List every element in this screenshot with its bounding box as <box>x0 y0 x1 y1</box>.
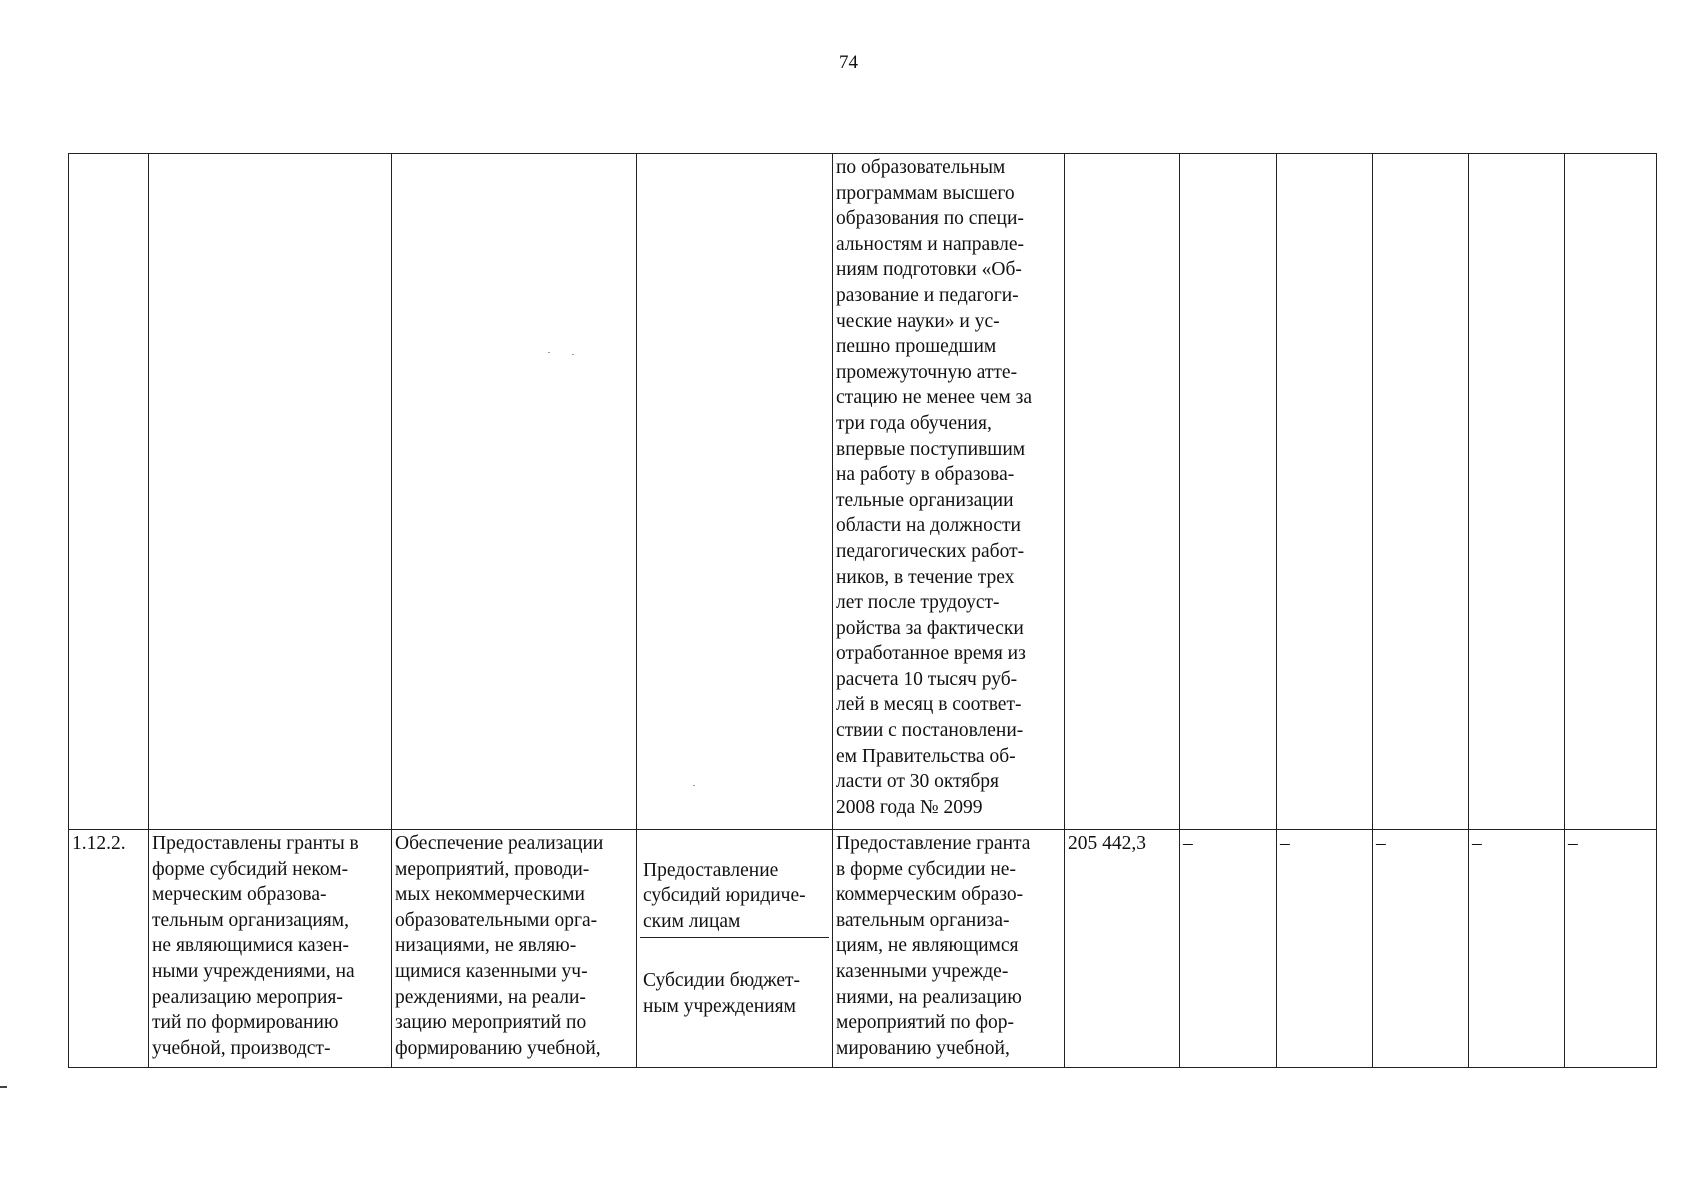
cell-year-1: – <box>1180 830 1277 1068</box>
cell-year-3 <box>1373 154 1469 830</box>
cell-measure <box>392 154 637 830</box>
cell-expense-type <box>637 830 833 1068</box>
cell-item-number: 1.12.2. <box>69 830 149 1068</box>
cell-year-4: – <box>1469 830 1565 1068</box>
cell-amount <box>1065 154 1180 830</box>
cell-year-1 <box>1180 154 1277 830</box>
cell-item-number <box>69 154 149 830</box>
scan-edge-mark <box>0 1086 7 1088</box>
cell-year-3: – <box>1373 830 1469 1068</box>
cell-expense-type <box>637 154 833 830</box>
cell-result <box>149 154 392 830</box>
cell-year-2: – <box>1277 830 1373 1068</box>
table-row-continuation <box>69 154 1657 830</box>
cell-year-5: – <box>1565 830 1657 1068</box>
cell-result: Предоставлены гранты в форме субсидий неком- мерческим образова- тельным организациям, не являющимися казен- ными учреждениями, на реализацию мероприя- тий по формированию учебной, производст- <box>149 830 392 1068</box>
program-measures-table <box>68 153 1657 1068</box>
cell-year-4 <box>1469 154 1565 830</box>
page-number: 74 <box>839 52 858 73</box>
table-row-1-12-2 <box>69 830 1657 1068</box>
scan-speck <box>693 785 695 786</box>
cell-description: по образовательным программам высшего образования по специ- альностям и направле- ниям подготовки «Об- разование и педагоги- ческие науки» и ус- пешно прошедшим промежуточную атте- стацию не менее чем за три года обучения, впервые поступившим на работу в образова- тельные организации области на должности педагогических работ- ников, в течение трех лет после трудоуст- ройства за фактически отработанное время из расчета 10 тысяч руб- лей в месяц в соответ- ствии с постановлени- ем Правительства об- ласти от 30 октября 2008 года № 2099 <box>833 154 1065 830</box>
cell-description: Предоставление гранта в форме субсидии не- коммерческим образо- вательным организа- циям, не являющимся казенными учрежде- ниями, на реализацию мероприятий по фор- мированию учебной, <box>833 830 1065 1068</box>
scan-speck <box>548 352 550 353</box>
cell-year-2 <box>1277 154 1373 830</box>
scan-speck <box>572 354 574 355</box>
expense-type-legal-entities: Предоставление субсидий юридиче- ским лицам <box>640 857 829 939</box>
expense-type-budget-institutions: Субсидии бюджет- ным учреждениям <box>643 969 800 1017</box>
cell-amount: 205 442,3 <box>1065 830 1180 1068</box>
cell-measure: Обеспечение реализации мероприятий, проводи- мых некоммерческими образовательными орга- низациями, не являю- щимися казенными уч- реждениями, на реали- зацию мероприятий по формированию учебной, <box>392 830 637 1068</box>
cell-year-5 <box>1565 154 1657 830</box>
